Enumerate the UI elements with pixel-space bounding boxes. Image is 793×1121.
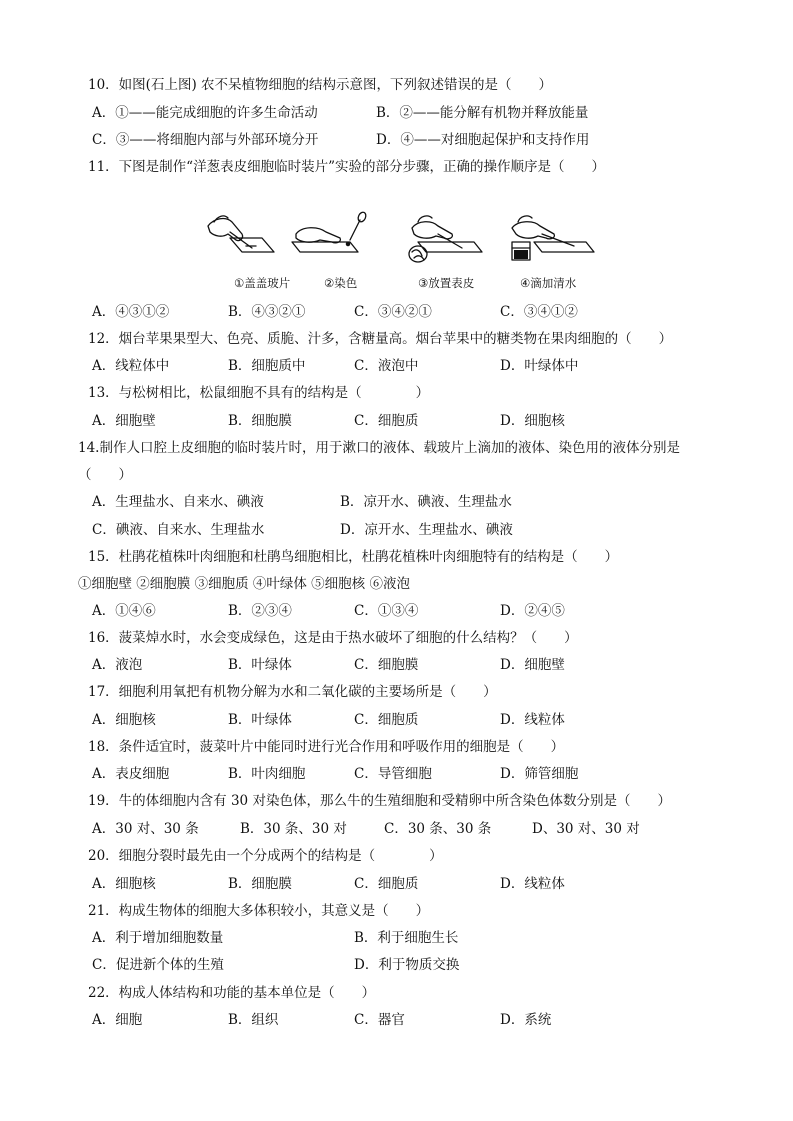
q15-option-b: B．②③④ [228,603,292,619]
q11-option-a: A．④③①② [92,304,170,320]
q20-option-d: D．线粒体 [500,876,565,892]
q10-option-d: D．④——对细胞起保护和支持作用 [376,132,590,148]
q20-option-c: C．细胞质 [354,876,419,892]
q12-option-d: D．叶绿体中 [500,358,579,374]
q14-option-b: B．凉开水、碘液、生理盐水 [340,494,512,510]
q12-option-a: A．线粒体中 [92,358,170,374]
q14-stem-cont: （ ） [78,467,132,483]
q14-option-c: C．碘液、自来水、生理盐水 [92,522,265,538]
q16-option-b: B．叶绿体 [228,657,292,673]
q16-stem: 16．菠菜焯水时，水会变成绿色，这是由于热水破坏了细胞的什么结构？（ ） [88,630,578,646]
q11-option-c: C．③④②① [354,304,432,320]
q21-option-d: D．利于物质交换 [354,957,460,973]
q19-option-c: C．30 条、30 条 [384,821,492,837]
onion-slide-steps-figure [200,208,600,294]
q15-stem-cont: ①细胞壁 ②细胞膜 ③细胞质 ④叶绿体 ⑤细胞核 ⑥液泡 [78,576,410,592]
q21-option-b: B．利于细胞生长 [354,930,459,946]
q18-option-b: B．叶肉细胞 [228,766,306,782]
q21-option-a: A．利于增加细胞数量 [92,930,224,946]
q22-option-c: C．器官 [354,1012,405,1028]
q17-option-a: A．细胞核 [92,712,156,728]
q18-option-d: D．筛管细胞 [500,766,579,782]
q20-option-a: A．细胞核 [92,876,156,892]
q16-option-a: A．液泡 [92,657,143,673]
caption-epidermis: ③放置表皮 [418,276,475,290]
q16-option-d: D．细胞壁 [500,657,565,673]
q19-option-a: A．30 对、30 条 [92,821,199,837]
q22-option-a: A．细胞 [92,1012,143,1028]
q22-option-d: D．系统 [500,1012,552,1028]
q18-option-c: C．导管细胞 [354,766,432,782]
q18-stem: 18．条件适宜时，菠菜叶片中能同时进行光合作用和呼吸作用的细胞是（ ） [88,739,565,755]
q14-option-a: A．生理盐水、自来水、碘液 [92,494,264,510]
q19-stem: 19．牛的体细胞内含有 30 对染色体，那么牛的生殖细胞和受精卵中所含染色体数分别是（ ） [88,793,671,809]
q16-option-c: C．细胞膜 [354,657,419,673]
caption-staining: ②染色 [324,276,358,290]
step-epidermis-drawing [409,216,482,262]
q13-option-b: B．细胞膜 [228,413,292,429]
q18-option-a: A．表皮细胞 [92,766,170,782]
q21-option-c: C．促进新个体的生殖 [92,957,224,973]
q13-option-c: C．细胞质 [354,413,419,429]
q11-option-b: B．④③②① [228,304,306,320]
q22-option-b: B．组织 [228,1012,279,1028]
step-staining-drawing [292,211,367,252]
q11-option-d: C．③④①② [500,304,578,320]
q19-option-d: D、30 对、30 对 [532,821,640,837]
q12-option-b: B．细胞质中 [228,358,306,374]
q15-option-a: A．①④⑥ [92,603,156,619]
q17-option-b: B．叶绿体 [228,712,292,728]
q10-option-c: C．③——将细胞内部与外部环境分开 [92,132,319,148]
q13-stem: 13．与松树相比，松鼠细胞不具有的结构是（ ） [88,385,430,401]
q17-option-d: D．线粒体 [500,712,565,728]
q10-stem: 10．如图(石上图) 农不呆植物细胞的结构示意图，下列叙述错误的是（ ） [88,77,553,93]
q10-option-b: B．②——能分解有机物并释放能量 [376,105,589,121]
step-cover-slip-drawing [208,216,274,252]
q20-option-b: B．细胞膜 [228,876,292,892]
q13-option-d: D．细胞核 [500,413,565,429]
q15-option-c: C．①③④ [354,603,419,619]
q14-stem: 14.制作人口腔上皮细胞的临时装片时，用于漱口的液体、载玻片上滴加的液体、染色用的液体分别是 [78,440,680,456]
q11-stem: 11．下图是制作“洋葱表皮细胞临时装片”实验的部分步骤，正确的操作顺序是（ ） [88,159,605,175]
caption-cover-slip: ①盖盖玻片 [234,276,291,290]
q22-stem: 22．构成人体结构和功能的基本单位是（ ） [88,985,376,1001]
q17-stem: 17．细胞利用氧把有机物分解为水和二氧化碳的主要场所是（ ） [88,684,497,700]
q12-stem: 12．烟台苹果果型大、色亮、质脆、汁多，含糖量高。烟台苹果中的糖类物在果肉细胞的（ ） [88,331,673,347]
caption-water: ④滴加清水 [520,276,577,290]
q20-stem: 20．细胞分裂时最先由一个分成两个的结构是（ ） [88,848,443,864]
q21-stem: 21．构成生物体的细胞大多体积较小，其意义是（ ） [88,903,430,919]
q15-option-d: D．②④⑤ [500,603,565,619]
q13-option-a: A．细胞壁 [92,413,156,429]
q17-option-c: C．细胞质 [354,712,419,728]
step-water-drawing [512,216,594,260]
q14-option-d: D．凉开水、生理盐水、碘液 [340,522,513,538]
q19-option-b: B．30 条、30 对 [240,821,347,837]
q15-stem: 15．杜鹃花植株叶肉细胞和杜鹃鸟细胞相比，杜鹃花植株叶肉细胞特有的结构是（ ） [88,549,619,565]
q12-option-c: C．液泡中 [354,358,419,374]
q10-option-a: A．①——能完成细胞的许多生命活动 [92,105,318,121]
